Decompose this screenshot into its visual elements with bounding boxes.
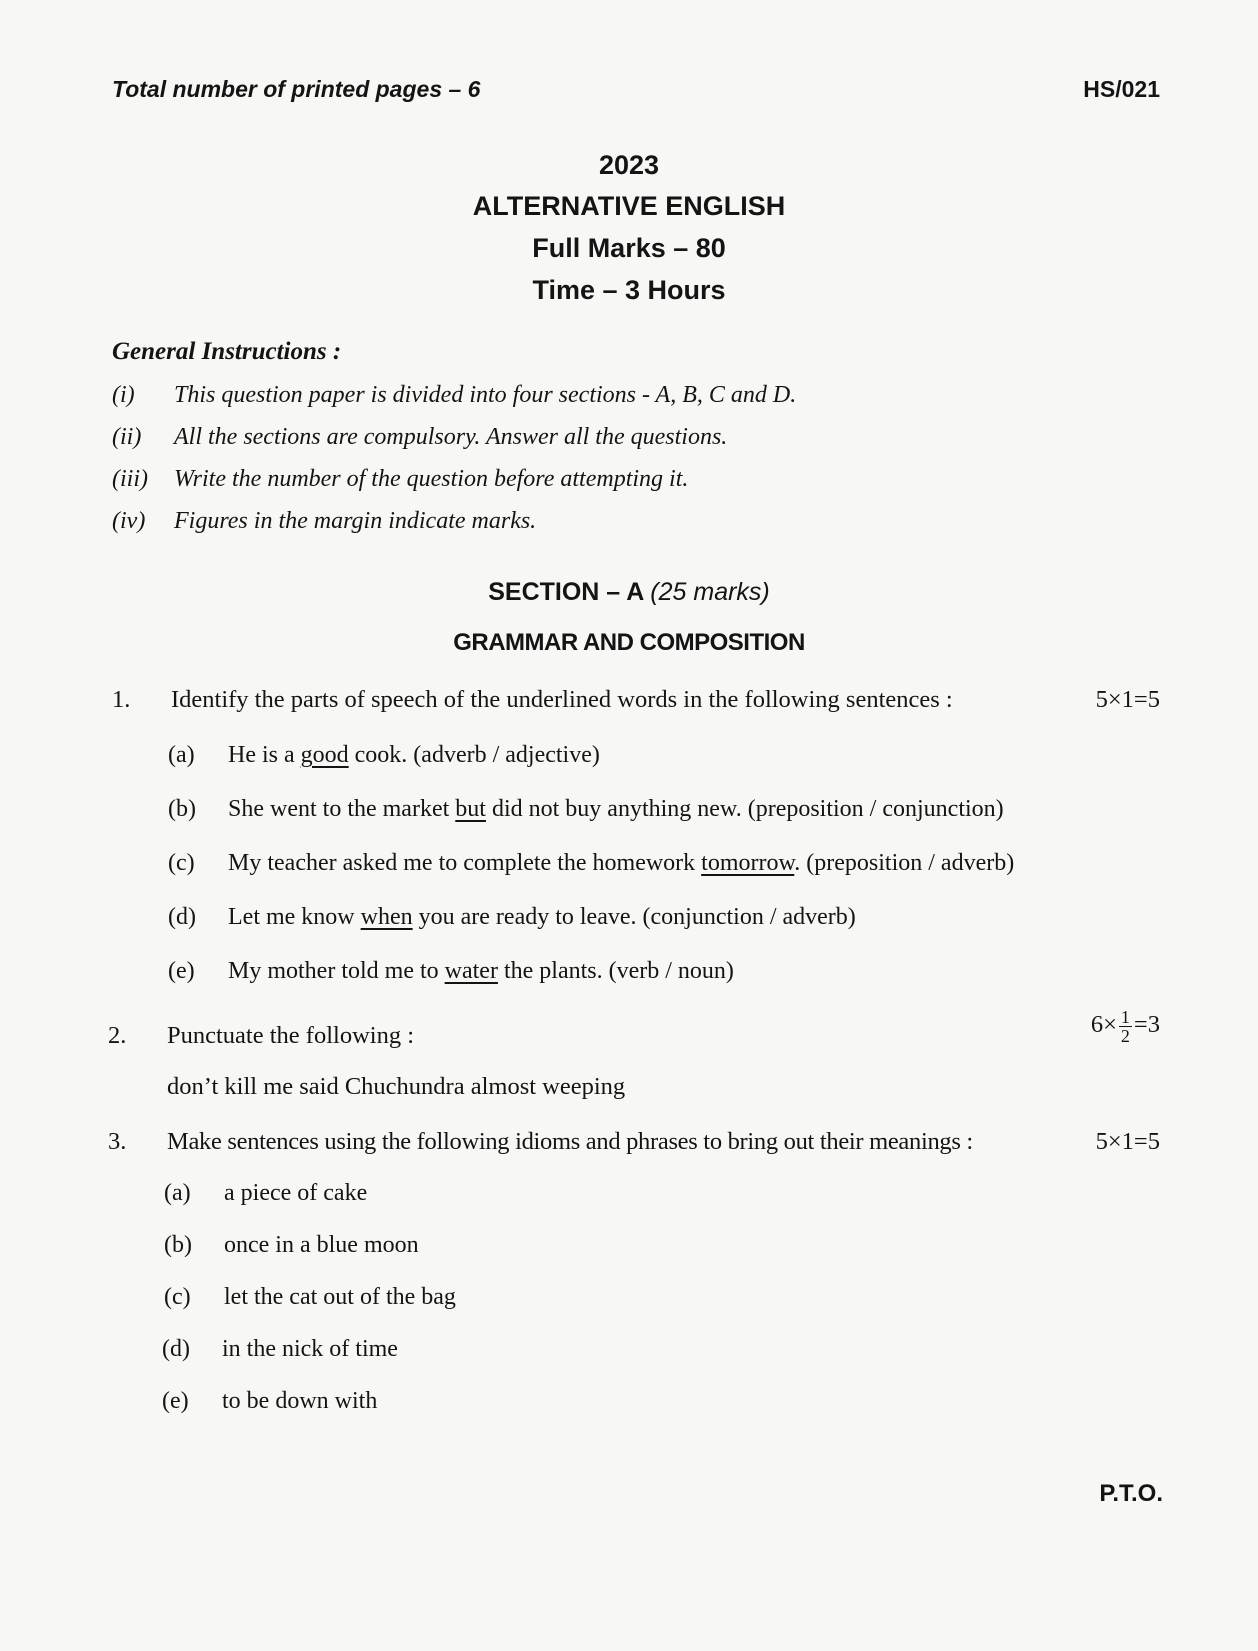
question-marks: 5×1=5 [1095, 1128, 1160, 1155]
subject-title: ALTERNATIVE ENGLISH [472, 191, 786, 221]
item-text: once in a blue moon [224, 1232, 419, 1258]
item-text: did not buy anything new. (preposition / conjunction) [485, 796, 1004, 822]
please-turn-over: P.T.O. [1099, 1480, 1163, 1507]
question-number: 3. [108, 1128, 127, 1155]
instruction-number: (i) [112, 382, 135, 408]
item-text: She went to the market [228, 796, 456, 822]
underlined-word: when [360, 904, 413, 930]
section-title: SECTION – A [488, 578, 644, 606]
marks-suffix: =3 [1133, 1011, 1160, 1039]
item-label: (a) [164, 1180, 191, 1206]
item-text: cook. (adverb / adjective) [348, 742, 600, 768]
question-marks: 5×1=5 [1095, 686, 1160, 713]
item-text: let the cat out of the bag [224, 1284, 456, 1310]
item-text: to be down with [222, 1388, 378, 1414]
item-text: you are ready to leave. (conjunction / adverb) [412, 904, 856, 930]
item-label: (c) [164, 1284, 191, 1310]
question-text: Punctuate the following : [167, 1022, 414, 1049]
fraction-denominator: 2 [1120, 1026, 1130, 1046]
instruction-item [112, 508, 1112, 538]
fraction-numerator: 1 [1120, 1007, 1130, 1027]
list-item [164, 1232, 964, 1264]
paper-code: HS/021 [1083, 76, 1160, 102]
underlined-word: good [300, 742, 349, 768]
list-item [168, 850, 1168, 882]
question-text: Make sentences using the following idioms and phrases to bring out their meanings : [167, 1128, 973, 1155]
item-text: . (preposition / adverb) [794, 850, 1015, 876]
item-label: (c) [168, 850, 195, 876]
instruction-item [112, 466, 1112, 496]
underlined-word: water [444, 958, 498, 984]
item-text: the plants. (verb / noun) [497, 958, 734, 984]
item-label: (e) [162, 1388, 189, 1414]
item-label: (d) [162, 1336, 190, 1362]
question-number: 2. [108, 1022, 127, 1049]
printed-pages-note: Total number of printed pages – 6 [112, 76, 481, 102]
underlined-word: but [455, 796, 486, 822]
list-item [168, 742, 1168, 774]
instruction-text: This question paper is divided into four sections - A, B, C and D. [174, 382, 797, 408]
time-allowed: Time – 3 Hours [532, 275, 726, 305]
item-text: in the nick of time [222, 1336, 398, 1362]
marks-prefix: 6× [1090, 1011, 1117, 1039]
instruction-number: (iv) [112, 508, 146, 534]
general-instructions-heading: General Instructions : [112, 338, 342, 365]
question-marks [1091, 1008, 1160, 1045]
list-item [168, 904, 1168, 936]
item-label: (a) [168, 742, 195, 768]
punctuation-sentence: don’t kill me said Chuchundra almost weeping [167, 1073, 626, 1100]
instruction-number: (iii) [112, 466, 148, 492]
item-text: He is a [228, 742, 301, 768]
instruction-text: All the sections are compulsory. Answer all the questions. [174, 424, 728, 450]
instruction-text: Write the number of the question before attempting it. [174, 466, 689, 492]
exam-year: 2023 [598, 150, 660, 180]
instruction-number: (ii) [112, 424, 142, 450]
underlined-word: tomorrow [701, 850, 795, 876]
list-item [168, 796, 1168, 828]
item-label: (d) [168, 904, 196, 930]
list-item [162, 1388, 962, 1420]
section-marks: (25 marks) [650, 578, 770, 606]
item-text: Let me know [228, 904, 361, 930]
section-a-heading [0, 578, 1258, 607]
item-label: (b) [168, 796, 196, 822]
item-text: My mother told me to [228, 958, 445, 984]
instruction-text: Figures in the margin indicate marks. [174, 508, 537, 534]
item-text: My teacher asked me to complete the homework [228, 850, 702, 876]
section-subheading: GRAMMAR AND COMPOSITION [453, 629, 805, 656]
instruction-item [112, 382, 1112, 412]
list-item [164, 1284, 964, 1316]
instruction-item [112, 424, 1112, 454]
fraction [1119, 1008, 1132, 1045]
question-text: Identify the parts of speech of the underlined words in the following sentences : [171, 686, 953, 713]
full-marks: Full Marks – 80 [532, 233, 726, 263]
question-number: 1. [112, 686, 131, 713]
item-label: (b) [164, 1232, 192, 1258]
list-item [164, 1180, 964, 1212]
item-text: a piece of cake [224, 1180, 368, 1206]
list-item [162, 1336, 962, 1368]
list-item [168, 958, 1168, 990]
item-label: (e) [168, 958, 195, 984]
